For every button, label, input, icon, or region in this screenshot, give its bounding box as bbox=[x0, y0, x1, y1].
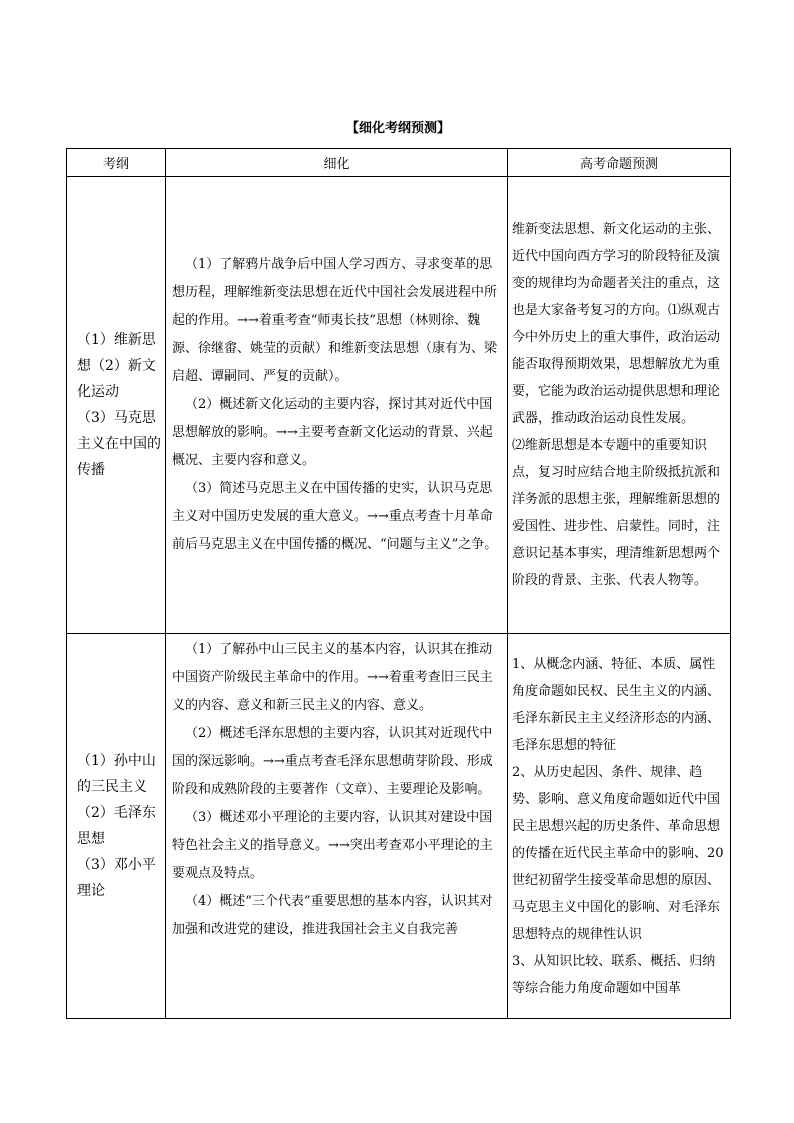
topic-cell bbox=[67, 634, 166, 1019]
prediction-cell bbox=[508, 177, 731, 634]
header-prediction: 高考命题预测 bbox=[508, 149, 731, 177]
table-row bbox=[67, 634, 731, 1019]
detail-paragraph: （1）了解鸦片战争后中国人学习西方、寻求变革的思想历程，理解维新变法思想在近代中国社会发展进程中所起的作用。→→着重考查“师夷长技”思想（林则徐、魏源、徐继畬、姚莹的贡献）和维新变法思想（康有为、梁启超、谭嗣同、严复的贡献）。 bbox=[172, 257, 498, 384]
prediction-cell bbox=[508, 634, 731, 1019]
detail-paragraph: （2）概述毛泽东思想的主要内容，认识其对近现代中国的深远影响。→→重点考查毛泽东思想萌芽阶段、形成阶段和成熟阶段的主要著作（文章）、主要理论及影响。 bbox=[172, 726, 493, 797]
prediction-paragraph: 2、从历史起因、条件、规律、趋势、影响、意义角度命题如近代中国民主思想兴起的历史条件、革命思想的传播在近代民主革命中的影响、20世纪初留学生接受革命思想的原因、马克思主义中国化的影响、对毛泽东思想特点的规律性认识 bbox=[512, 764, 724, 942]
topic-cell bbox=[67, 177, 166, 634]
exam-outline-table bbox=[66, 148, 731, 1019]
detail-cell bbox=[166, 634, 508, 1019]
table-row bbox=[67, 177, 731, 634]
header-detail: 细化 bbox=[166, 149, 508, 177]
detail-cell bbox=[166, 177, 508, 634]
detail-paragraph: （3）简述马克思主义在中国传播的史实，认识马克思主义对中国历史发展的重大意义。→→重点考查十月革命前后马克思主义在中国传播的概况、“问题与主义”之争。 bbox=[172, 481, 498, 552]
prediction-paragraph: 3、从知识比较、联系、概括、归纳等综合能力角度命题如中国革 bbox=[512, 953, 716, 996]
topic-line: （2）毛泽东思想 bbox=[77, 805, 156, 847]
detail-paragraph: （4）概述“三个代表”重要思想的基本内容，认识其对加强和改进党的建设，推进我国社会主义自我完善 bbox=[172, 894, 493, 937]
detail-paragraph: （3）概述邓小平理论的主要内容，认识其对建设中国特色社会主义的指导意义。→→突出考查邓小平理论的主要观点及特点。 bbox=[172, 810, 493, 881]
topic-line: （3）邓小平理论 bbox=[77, 857, 156, 899]
prediction-paragraph: 1、从概念内涵、特征、本质、属性角度命题如民权、民生主义的内涵、毛泽东新民主主义经济形态的内涵、毛泽东思想的特征 bbox=[512, 656, 721, 753]
topic-line: （3）马克思主义在中国的传播 bbox=[77, 410, 161, 478]
prediction-paragraph: ⑵维新思想是本专题中的重要知识点，复习时应结合地主阶级抵抗派和洋务派的思想主张，理解维新思想的爱国性、进步性、启蒙性。同时，注意识记基本事实，理清维新思想两个阶段的背景、主张、代表人物等。 bbox=[512, 438, 721, 588]
table-header-row bbox=[67, 149, 731, 177]
section-title: 【细化考纲预测】 bbox=[345, 121, 450, 136]
header-outline: 考纲 bbox=[67, 149, 166, 177]
detail-paragraph: （2）概述新文化运动的主要内容，探讨其对近代中国思想解放的影响。→→主要考查新文化运动的背景、兴起概况、主要内容和意义。 bbox=[172, 397, 493, 468]
topic-line: （1）维新思想（2）新文化运动 bbox=[77, 332, 156, 400]
prediction-paragraph: 维新变法思想、新文化运动的主张、近代中国向西方学习的阶段特征及演变的规律均为命题者关注的重点，这也是大家备考复习的方向。⑴纵观古今中外历史上的重大事件，政治运动能否取得预期效果，思想解放尤为重要，它能为政治运动提供思想和理论武器，推动政治运动良性发展。 bbox=[512, 222, 721, 426]
detail-paragraph: （1）了解孙中山三民主义的基本内容，认识其在推动中国资产阶级民主革命中的作用。→→着重考查旧三民主义的内容、意义和新三民主义的内容、意义。 bbox=[172, 642, 493, 713]
topic-line: （1）孙中山的三民主义 bbox=[77, 753, 156, 795]
